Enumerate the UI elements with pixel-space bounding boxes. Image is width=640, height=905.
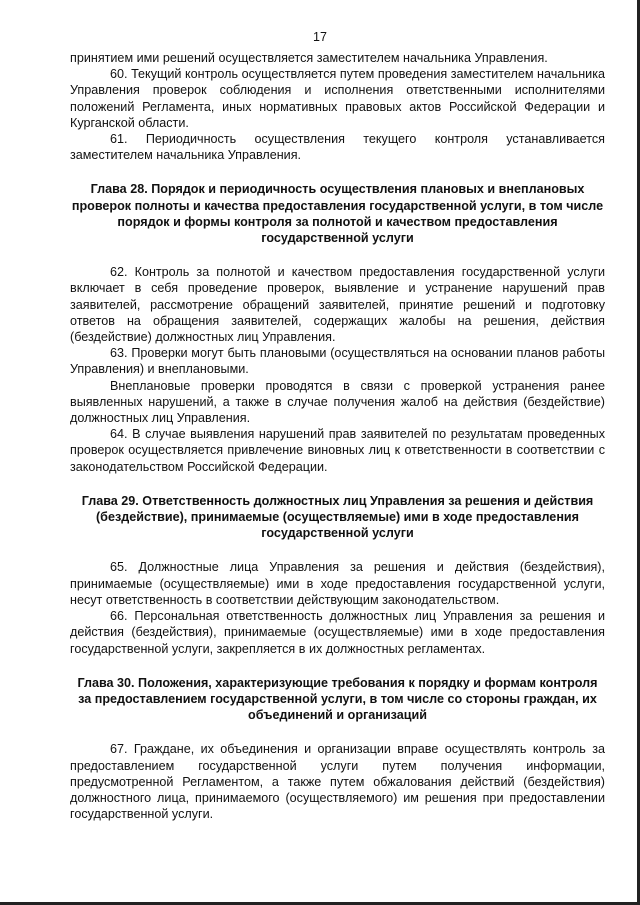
paragraph-63: 63. Проверки могут быть плановыми (осуществляться на основании планов работы Управления) и внеплановыми. bbox=[70, 346, 605, 377]
chapter-30-heading: Глава 30. Положения, характеризующие требования к порядку и формам контроля за предоставлением государственной услуги, в том числе со стороны граждан, их объединений и организаций bbox=[77, 675, 598, 723]
paragraph-65: 65. Должностные лица Управления за решения и действия (бездействия), принимаемые (осуществляемые) ими в ходе предоставления государственной услуги, несут ответственность в соответствии действующим законодательством. bbox=[70, 560, 605, 607]
page-number: 17 bbox=[313, 30, 327, 44]
paragraph-63-unscheduled: Внеплановые проверки проводятся в связи с проверкой устранения ранее выявленных нарушений, а также в случае получения жалоб на действия (бездействие) должностных лиц Управления. bbox=[70, 378, 605, 426]
document-body bbox=[70, 50, 605, 822]
paragraph-64: 64. В случае выявления нарушений прав заявителей по результатам проведенных проверок осуществляется привлечение виновных лиц к ответственности в соответствии с законодательством Российской Федерации. bbox=[70, 427, 605, 474]
paragraph-continuation: принятием ими решений осуществляется заместителем начальника Управления. bbox=[70, 51, 548, 65]
paragraph-66: 66. Персональная ответственность должностных лиц Управления за решения и действия (бездействия), принимаемые (осуществляемые) ими в ходе предоставления государственной услуги, закрепляется в их должностных регламентах. bbox=[70, 609, 605, 656]
paragraph-60: 60. Текущий контроль осуществляется путем проведения заместителем начальника Управления проверок соблюдения и исполнения ответственными исполнителями положений Регламента, иных нормативных правовых актов Российской Федерации и Курганской области. bbox=[70, 67, 605, 130]
chapter-28-heading: Глава 28. Порядок и периодичность осуществления плановых и внеплановых проверок полноты и качества предоставления государственной услуги, в том числе порядок и формы контроля за полнотой и качеством предоставления государственной услуги bbox=[71, 182, 604, 246]
paragraph-62: 62. Контроль за полнотой и качеством предоставления государственной услуги включает в себя проведение проверок, выявление и устранение нарушений прав заявителей, рассмотрение обращений заявителей, принятие решений и подготовку ответов на обращения заявителей, содержащих жалобы на решения, действия (бездействие) должностных лиц Управления. bbox=[70, 265, 605, 345]
paragraph-61: 61. Периодичность осуществления текущего контроля устанавливается заместителем начальника Управления. bbox=[70, 132, 605, 163]
chapter-29-heading: Глава 29. Ответственность должностных лиц Управления за решения и действия (бездействие), принимаемые (осуществляемые) ими в ходе предоставления государственной услуги bbox=[81, 493, 594, 541]
paragraph-67: 67. Граждане, их объединения и организации вправе осуществлять контроль за предоставлением государственной услуги путем получения информации, предусмотренной Регламентом, а также путем обжалования действий (бездействия) должностного лица, принимаемого (осуществляемого) им решения при предоставлении государственной услуги. bbox=[70, 742, 605, 822]
